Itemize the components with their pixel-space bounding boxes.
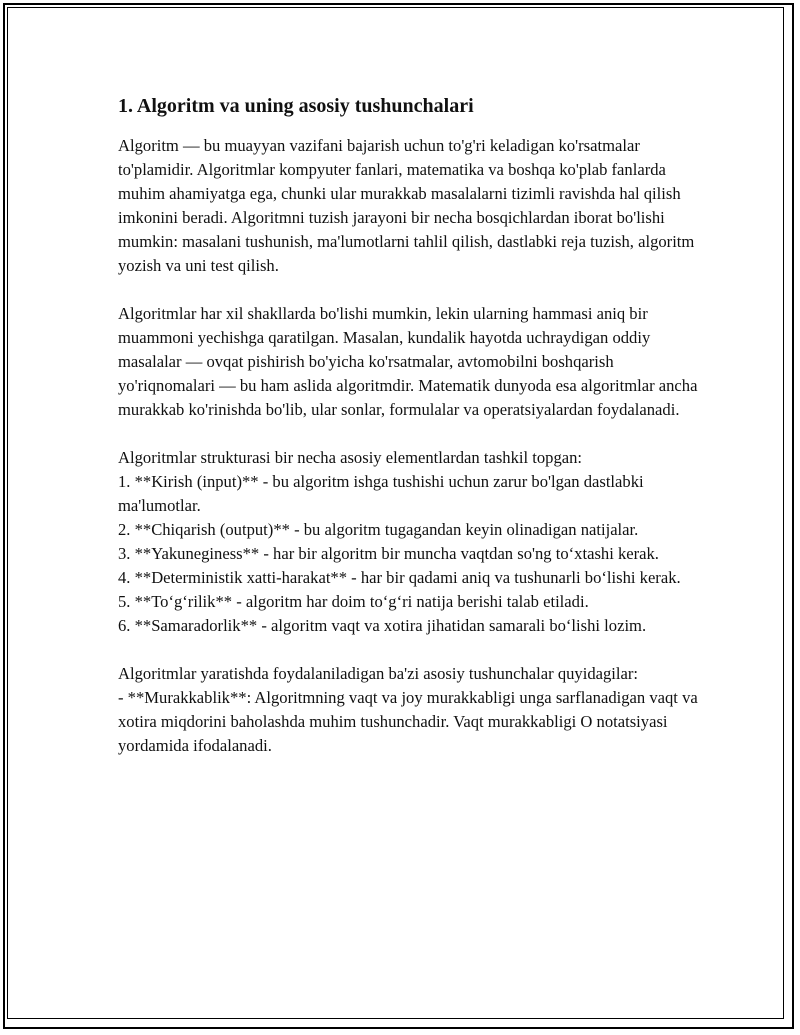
paragraph-forms: Algoritmlar har xil shakllarda bo'lishi mumkin, lekin ularning hammasi aniq bir muammoni yechishga qaratilgan. Masalan, kundalik hayotda uchraydigan oddiy masalalar — ovqat pishirish bo'yicha ko'rsatmalar, avtomobilni boshqarish yo'riqnomalari — bu ham aslida algoritmdir. Matematik dunyoda esa algoritmlar ancha murakkab ko'rinishda bo'lib, ular sonlar, formulalar va operatsiyalardan foydalanadi. xyxy=(118,304,698,419)
structure-item-input: 1. **Kirish (input)** - bu algoritm ishga tushishi uchun zarur bo'lgan dastlabki ma'lumotlar. xyxy=(118,472,644,515)
paragraph-gap xyxy=(118,278,698,302)
structure-item-deterministic: 4. **Deterministik xatti-harakat** - har bir qadami aniq va tushunarli bo‘lishi kerak. xyxy=(118,568,681,587)
structure-item-correctness: 5. **To‘g‘rilik** - algoritm har doim to‘g‘ri natija berishi talab etiladi. xyxy=(118,592,589,611)
document-body xyxy=(118,92,698,758)
concept-item-complexity: - **Murakkablik**: Algoritmning vaqt va joy murakkabligi unga sarflanadigan vaqt va xotira miqdorini baholashda muhim tushunchadir. Vaqt murakkabligi O notatsiyasi yordamida ifodalanadi. xyxy=(118,688,698,755)
structure-item-efficiency: 6. **Samaradorlik** - algoritm vaqt va xotira jihatidan samarali bo‘lishi lozim. xyxy=(118,616,647,635)
paragraph-definition: Algoritm — bu muayyan vazifani bajarish uchun to'g'ri keladigan ko'rsatmalar to'plamidir. Algoritmlar kompyuter fanlari, matematika va boshqa ko'plab fanlarda muhim ahamiyatga ega, chunki ular murakkab masalalarni tizimli ravishda hal qilish imkonini beradi. Algoritmni tuzish jarayoni bir necha bosqichlardan iborat bo'lishi mumkin: masalani tushunish, ma'lumotlarni tahlil qilish, dastlabki reja tuzish, algoritm yozish va uni test qilish. xyxy=(118,136,695,275)
structure-item-output: 2. **Chiqarish (output)** - bu algoritm tugagandan keyin olinadigan natijalar. xyxy=(118,520,639,539)
structure-intro: Algoritmlar strukturasi bir necha asosiy elementlardan tashkil topgan: xyxy=(118,448,583,467)
section-title: 1. Algoritm va uning asosiy tushunchalari xyxy=(118,95,474,117)
concepts-intro: Algoritmlar yaratishda foydalaniladigan ba'zi asosiy tushunchalar quyidagilar: xyxy=(118,664,639,683)
paragraph-gap xyxy=(118,422,698,446)
structure-item-finiteness: 3. **Yakuneginess** - har bir algoritm bir muncha vaqtdan so'ng to‘xtashi kerak. xyxy=(118,544,659,563)
paragraph-gap xyxy=(118,638,698,662)
